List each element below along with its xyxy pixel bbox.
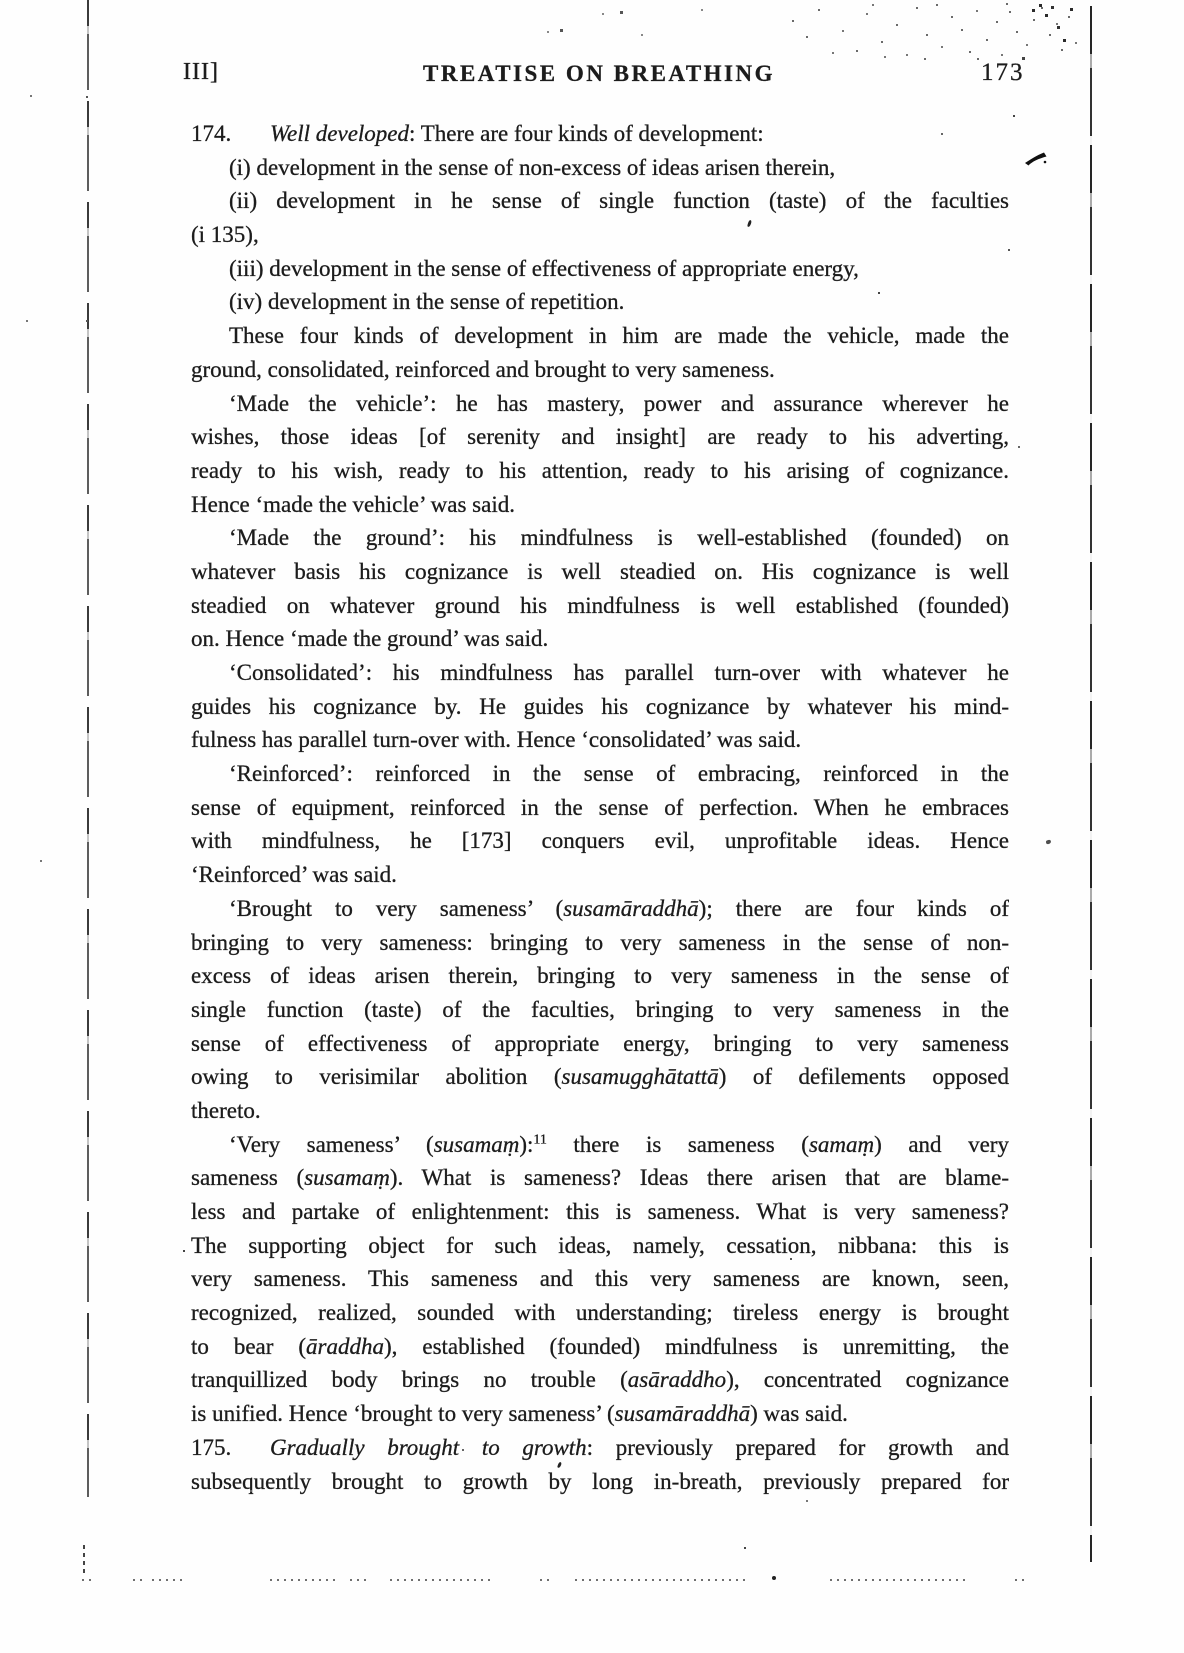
text-segment: ) and very <box>874 1131 1009 1157</box>
text-segment: ‘Consolidated’: his mindfulness has parallel turn-over with whatever he <box>229 660 1009 685</box>
text-segment: ), established (founded) mindfulness is unremitting, the <box>384 1333 1009 1359</box>
pali-term-italic: susamāraddhā <box>563 895 699 921</box>
text-segment: ‘Very sameness’ ( <box>229 1131 434 1157</box>
text-line <box>191 285 1009 319</box>
pali-term-italic: susamaṃ <box>304 1165 390 1191</box>
pali-term-italic: Well developed <box>270 121 410 146</box>
text-segment: ) was said. <box>750 1401 848 1427</box>
text-segment: subsequently brought to growth by long in-breath, previously prepared for <box>191 1468 1009 1494</box>
text-segment: : There are four kinds of development: <box>409 121 764 146</box>
text-segment: ‘Brought to very sameness’ ( <box>229 895 564 921</box>
pali-term-italic: susamāraddhā <box>614 1401 751 1427</box>
text-segment: ): <box>519 1131 534 1157</box>
text-segment: to bear ( <box>191 1333 307 1359</box>
text-segment: owing to verisimilar abolition ( <box>191 1064 562 1090</box>
text-segment: (iii) development in the sense of effectiveness of appropriate energy, <box>229 255 859 281</box>
text-line <box>191 387 1009 421</box>
text-segment: there is sameness ( <box>546 1131 809 1157</box>
text-line <box>191 656 1009 690</box>
text-line <box>191 1431 1009 1465</box>
text-segment: guides his cognizance by. He guides his cognizance by whatever his mind- <box>191 693 1009 719</box>
pali-term-italic: susamugghātattā <box>561 1064 719 1090</box>
text-segment: Hence ‘made the vehicle’ was said. <box>191 491 515 517</box>
text-segment: ). What is sameness? Ideas there arisen that are blame- <box>389 1165 1009 1191</box>
text-line <box>191 353 1009 387</box>
scan-left-edge-line <box>87 0 89 1497</box>
text-segment: ), concentrated cognizance <box>726 1367 1009 1393</box>
text-line <box>191 1094 1009 1128</box>
header-running-title: TREATISE ON BREATHING <box>423 61 775 86</box>
text-segment: ); there are four kinds of <box>698 895 1009 921</box>
text-segment: The supporting object for such ideas, namely, cessation, nibbana: this is <box>191 1232 1009 1258</box>
text-line <box>191 622 1009 656</box>
text-segment: single function (taste) of the faculties, bringing to very sameness in the <box>191 996 1009 1022</box>
text-line <box>191 757 1009 791</box>
text-segment: fulness has parallel turn-over with. Hence ‘consolidated’ was said. <box>191 727 802 753</box>
scan-noise-speckles-dark <box>0 0 3 3</box>
pali-term-italic: susamaṃ <box>433 1131 520 1157</box>
text-line <box>191 1229 1009 1263</box>
text-segment: thereto. <box>191 1097 261 1123</box>
text-line <box>191 1128 1009 1162</box>
text-line <box>191 1330 1009 1364</box>
text-segment: wishes, those ideas [of serenity and insight] are ready to his adverting, <box>191 424 1009 450</box>
text-segment: tranquillized body brings no trouble ( <box>191 1367 628 1393</box>
text-segment: less and partake of enlightenment: this is sameness. What is very sameness? <box>191 1199 1009 1224</box>
text-segment: ready to his wish, ready to his attention, ready to his arising of cognizance. <box>191 457 1009 483</box>
text-segment: ‘Made the ground’: his mindfulness is well-established (founded) on <box>229 525 1009 551</box>
text-segment: sense of effectiveness of appropriate energy, bringing to very sameness <box>191 1030 1009 1056</box>
text-line <box>191 521 1009 555</box>
text-line <box>191 1363 1009 1397</box>
text-segment: (iv) development in the sense of repetition. <box>229 289 625 315</box>
text-segment: : previously prepared for growth and <box>586 1434 1009 1460</box>
text-segment: excess of ideas arisen therein, bringing to very sameness in the sense of <box>191 963 1009 989</box>
text-line <box>191 1397 1009 1431</box>
text-line <box>191 117 1009 151</box>
text-segment: ) of defilements opposed <box>718 1064 1009 1090</box>
text-line <box>191 420 1009 454</box>
text-segment: very sameness. This sameness and this very sameness are known, seen, <box>191 1266 1009 1292</box>
text-segment: is unified. Hence ‘brought to very sameness’ ( <box>191 1401 615 1427</box>
header-page-number: 173 <box>981 59 1025 86</box>
ink-smudge-mark <box>1024 152 1048 167</box>
text-line <box>191 858 1009 892</box>
paragraph-number: 174. <box>191 121 232 146</box>
text-line <box>191 926 1009 960</box>
pali-term-italic: samaṃ <box>808 1131 875 1157</box>
text-line <box>191 555 1009 589</box>
text-line <box>191 1296 1009 1330</box>
text-line <box>191 454 1009 488</box>
text-segment: (ii) development in he sense of single function (taste) of the faculties <box>229 188 1009 214</box>
text-line <box>191 218 1009 252</box>
footnote-reference: 11 <box>533 1131 547 1147</box>
text-segment: with mindfulness, he [173] conquers evil, unprofitable ideas. Hence <box>191 828 1009 854</box>
text-segment: sameness ( <box>191 1165 305 1191</box>
text-segment: recognized, realized, sounded with understanding; tireless energy is brought <box>191 1300 1009 1326</box>
text-segment: ground, consolidated, reinforced and brought to very sameness. <box>191 356 775 382</box>
text-segment: bringing to very sameness: bringing to very sameness in the sense of non- <box>191 929 1009 955</box>
text-line <box>191 151 1009 185</box>
text-segment: on. Hence ‘made the ground’ was said. <box>191 626 549 652</box>
text-segment: ‘Made the vehicle’: he has mastery, power and assurance wherever he <box>229 390 1009 416</box>
text-segment: These four kinds of development in him are made the vehicle, made the <box>229 323 1009 349</box>
text-line <box>191 1262 1009 1296</box>
text-line <box>191 1060 1009 1094</box>
text-line <box>191 252 1009 286</box>
stray-ink-dot <box>1046 840 1052 845</box>
text-line <box>191 1465 1009 1499</box>
scan-bottom-left-tick <box>83 1545 85 1575</box>
text-line <box>191 319 1009 353</box>
text-segment: whatever basis his cognizance is well steadied on. His cognizance is well <box>191 558 1009 584</box>
text-segment: ‘Reinforced’ was said. <box>191 862 397 888</box>
text-line <box>191 690 1009 724</box>
paragraph-number: 175. <box>191 1434 232 1460</box>
text-segment: sense of equipment, reinforced in the sense of perfection. When he embraces <box>191 794 1009 820</box>
text-segment: (i 135), <box>191 222 259 248</box>
text-segment: (i) development in the sense of non-excess of ideas arisen therein, <box>229 154 836 180</box>
text-segment: ‘Reinforced’: reinforced in the sense of embracing, reinforced in the <box>229 761 1009 787</box>
scan-right-edge-line <box>1090 6 1092 1562</box>
text-line <box>191 959 1009 993</box>
text-line <box>191 1027 1009 1061</box>
text-line <box>191 723 1009 757</box>
body-text-block <box>191 117 1009 1498</box>
pali-term-italic: asāraddho <box>627 1367 727 1393</box>
scan-bottom-dotted-line <box>70 1579 1130 1582</box>
text-segment: steadied on whatever ground his mindfulness is well established (founded) <box>191 592 1009 618</box>
text-line <box>191 1195 1009 1229</box>
pali-term-italic: Gradually brought to growth <box>270 1434 587 1460</box>
text-line <box>191 184 1009 218</box>
text-line <box>191 824 1009 858</box>
text-line <box>191 488 1009 522</box>
text-line <box>191 791 1009 825</box>
text-line <box>191 1161 1009 1195</box>
text-line <box>191 589 1009 623</box>
text-line <box>191 892 1009 926</box>
text-line <box>191 993 1009 1027</box>
header-section-marker: III] <box>183 59 219 85</box>
pali-term-italic: āraddha <box>306 1333 384 1359</box>
stray-ink-dot <box>772 1576 776 1580</box>
